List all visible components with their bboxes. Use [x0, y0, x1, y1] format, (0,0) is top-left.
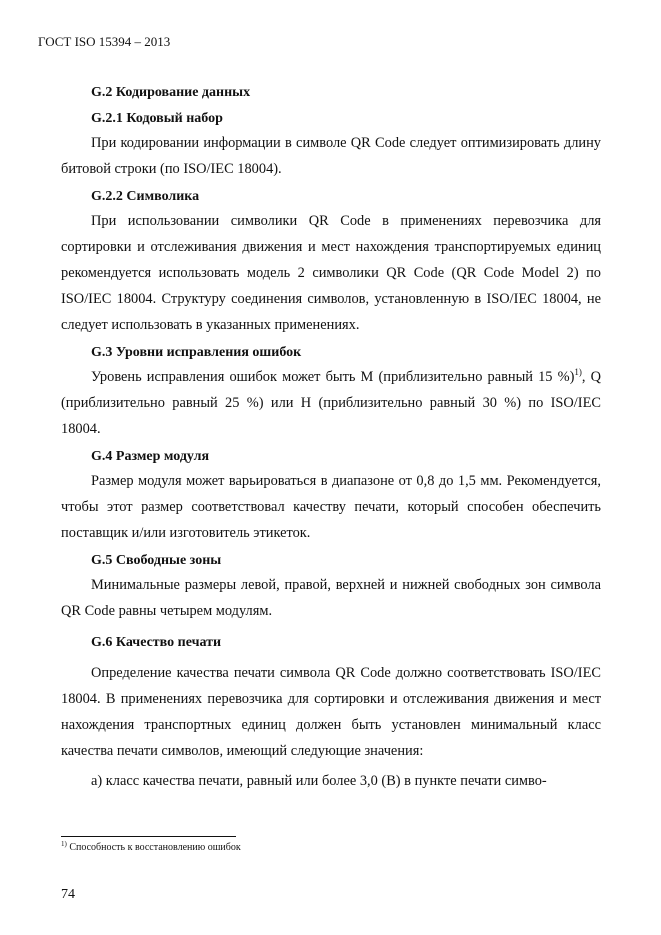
heading-g22: G.2.2 Символика [91, 189, 200, 204]
heading-g5: G.5 Свободные зоны [91, 553, 222, 568]
footnote-marker: 1) [61, 840, 67, 848]
document-body [61, 82, 601, 798]
paragraph-g3 [61, 364, 601, 442]
heading-g3: G.3 Уровни исправления ошибок [91, 345, 302, 360]
page-number: 74 [61, 887, 75, 902]
footnote [61, 842, 241, 853]
heading-g2: G.2 Кодирование данных [91, 85, 251, 100]
footnote-text: Способность к восстановлению ошибок [66, 842, 241, 853]
paragraph-g3-part2: , Q (приблизительно равный 25 %) или H (приблизительно равный 30 %) по ISO/IEC 18004. [61, 369, 601, 437]
paragraph-g4: Размер модуля может варьироваться в диапазоне от 0,8 до 1,5 мм. Рекомендуется, чтобы этот размер соответствовал качеству печати, который способен обеспечить поставщик и/или изготовитель этикеток. [61, 473, 601, 541]
paragraph-g22: При использовании символики QR Code в применениях перевозчика для сортировки и отслеживания движения и мест нахождения транспортируемых единиц рекомендуется использовать модель 2 символики QR Code (QR Code Model 2) по ISO/IEC 18004. Структуру соединения символов, установленную в ISO/IEC 18004, не следует использовать в указанных применениях. [61, 213, 601, 333]
paragraph-g5: Минимальные размеры левой, правой, верхней и нижней свободных зон символа QR Code равны четырем модулям. [61, 577, 601, 619]
paragraph-g3-part1: Уровень исправления ошибок может быть M (приблизительно равный 15 %) [91, 369, 575, 385]
heading-g21: G.2.1 Кодовый набор [91, 111, 223, 126]
paragraph-g21: При кодировании информации в символе QR Code следует оптимизировать длину битовой строки (по ISO/IEC 18004). [61, 135, 601, 177]
list-item-a: a) класс качества печати, равный или более 3,0 (B) в пункте печати симво- [91, 773, 547, 789]
footnote-reference: 1) [574, 367, 582, 377]
footnote-divider [61, 836, 236, 837]
paragraph-g6: Определение качества печати символа QR Code должно соответствовать ISO/IEC 18004. В применениях перевозчика для сортировки и отслеживания движения и мест нахождения транспортных единиц должен быть установлен минимальный класс качества печати символов, имеющий следующие значения: [61, 665, 601, 759]
heading-g4: G.4 Размер модуля [91, 449, 210, 464]
running-header: ГОСТ ISO 15394 – 2013 [38, 34, 171, 49]
heading-g6: G.6 Качество печати [91, 635, 222, 650]
